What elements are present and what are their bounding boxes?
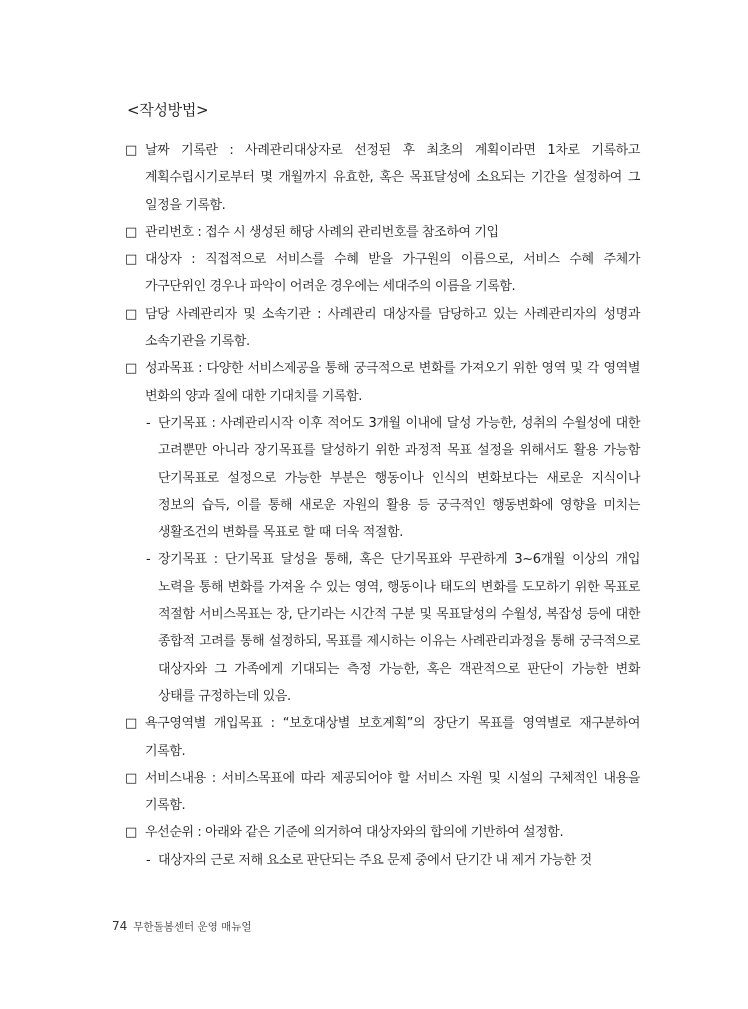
sub-list-item	[120, 410, 640, 546]
dash-bullet: -	[146, 552, 151, 568]
item-text: 서비스내용 : 서비스목표에 따라 제공되어야 할 서비스 자원 및 시설의 구체적인 내용을 기록함.	[145, 770, 640, 814]
sub-item-text: 단기목표 : 사례관리시작 이후 적어도 3개월 이내에 달성 가능한, 성취의 수월성에 대한 고려뿐만 아니라 장기목표를 달성하기 위한 과정적 목표 설정을 위해서도 활용 가능함 단기목표로 설정으로 가능한 부분은 행동이나 인식의 변화보다는 새로운 지식이나 정보의 습득, 이를 통해 새로운 자원의 활용 등 궁극적인 행동변화에 영향을 미치는 생활조건의 변화를 목표로 할 때 더욱 적절함.	[158, 415, 640, 541]
checkbox-bullet-icon: □	[125, 143, 137, 158]
list-item	[120, 710, 640, 765]
checkbox-bullet-icon: □	[125, 252, 137, 268]
item-text: 우선순위 : 아래와 같은 기준에 의거하여 대상자와의 합의에 기반하여 설정함.	[145, 825, 564, 841]
footer-title: 무한돌봄센터 운영 매뉴얼	[133, 921, 252, 933]
checkbox-bullet-icon: □	[125, 716, 137, 732]
list-item	[120, 355, 640, 410]
list-item	[120, 246, 640, 301]
page-number: 74	[112, 919, 128, 933]
document-body	[120, 137, 640, 874]
sub-list-item	[120, 847, 640, 874]
page-footer	[112, 919, 252, 934]
list-item	[120, 301, 640, 356]
list-item	[120, 765, 640, 820]
checkbox-bullet-icon: □	[125, 224, 137, 240]
item-text: 성과목표 : 다양한 서비스제공을 통해 궁극적으로 변화를 가져오기 위한 영역 및 각 영역별 변화의 양과 질에 대한 기대치를 기록함.	[145, 361, 640, 404]
checkbox-bullet-icon: □	[125, 825, 137, 841]
list-item	[120, 819, 640, 846]
checkbox-bullet-icon: □	[125, 770, 137, 786]
item-text: 담당 사례관리자 및 소속기관 : 사례관리 대상자를 담당하고 있는 사례관리자의 성명과 소속기관을 기록함.	[145, 306, 640, 350]
checkbox-bullet-icon: □	[125, 306, 137, 322]
list-item	[120, 137, 640, 219]
list-item	[120, 219, 640, 246]
item-text: 대상자 : 직접적으로 서비스를 수혜 받을 가구원의 이름으로, 서비스 수혜 주체가 가구단위인 경우나 파악이 어려운 경우에는 세대주의 이름을 기록함.	[145, 252, 640, 295]
sub-list-item	[120, 546, 640, 710]
item-text: 관리번호 : 접수 시 생성된 해당 사례의 관리번호를 참조하여 기입	[145, 224, 499, 240]
dash-bullet: -	[146, 852, 151, 868]
dash-bullet: -	[146, 415, 151, 431]
sub-item-text: 장기목표 : 단기목표 달성을 통해, 혹은 단기목표와 무관하게 3~6개월 이상의 개입 노력을 통해 변화를 가져올 수 있는 영역, 행동이나 태도의 변화를 도모하기 위한 목표로 적절함 서비스목표는 장, 단기라는 시간적 구분 및 목표달성의 수월성, 복잡성 등에 대한 종합적 고려를 통해 설정하되, 목표를 제시하는 이유는 사례관리과정을 통해 궁극적으로 대상자와 그 가족에게 기대되는 측정 가능한, 혹은 객관적으로 판단이 가능한 변화 상태를 규정하는데 있음.	[158, 552, 640, 704]
item-text: 욕구영역별 개입목표 : “보호대상별 보호계획”의 장단기 목표를 영역별로 재구분하여 기록함.	[145, 716, 640, 759]
section-heading: <작성방법>	[127, 101, 209, 119]
sub-item-text: 대상자의 근로 저해 요소로 판단되는 주요 문제 중에서 단기간 내 제거 가능한 것	[158, 852, 592, 868]
checkbox-bullet-icon: □	[125, 361, 137, 377]
item-text: 날짜 기록란 : 사례관리대상자로 선정된 후 최초의 계획이라면 1차로 기록하고 계획수립시기로부터 몇 개월까지 유효한, 혹은 목표달성에 소요되는 기간을 설정하여 그 일정을 기록함.	[145, 143, 640, 213]
